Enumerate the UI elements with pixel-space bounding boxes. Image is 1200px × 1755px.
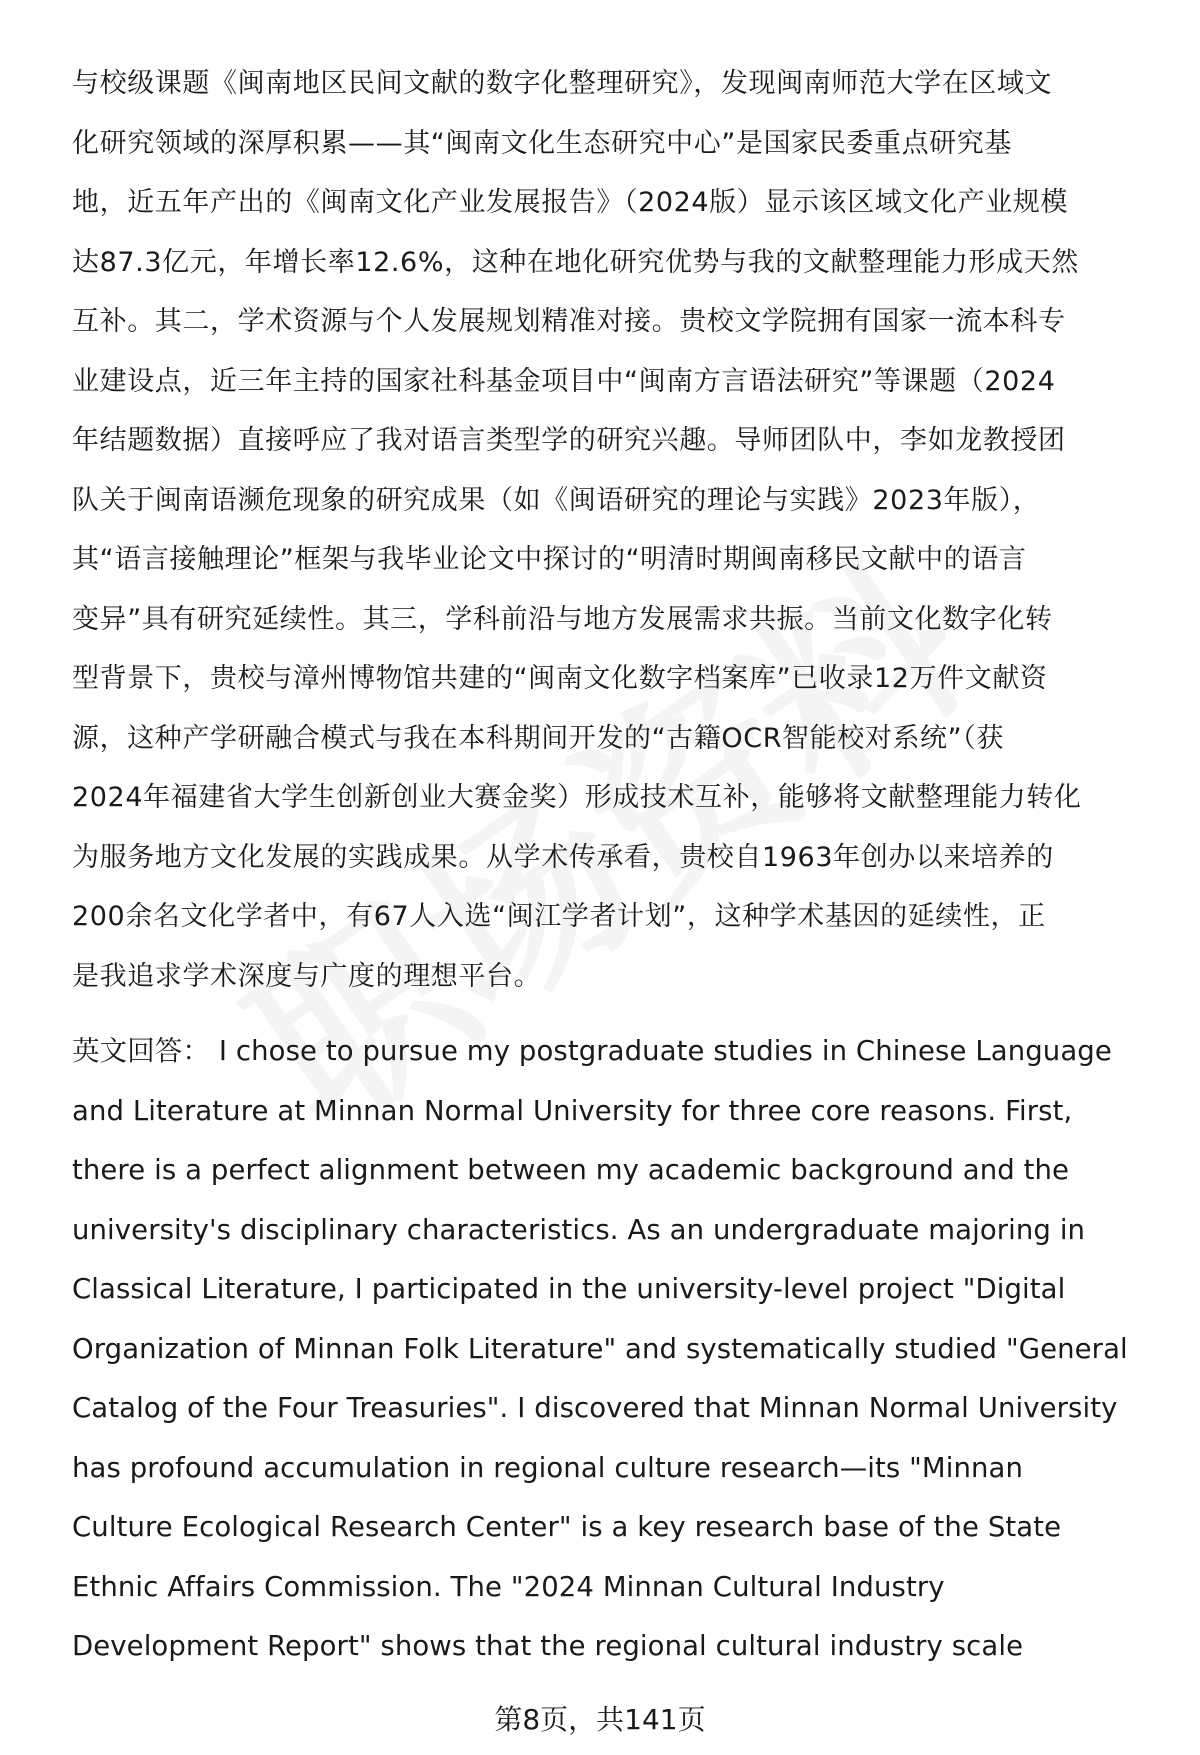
paragraph-line: and Literature at Minnan Normal University for three core reasons. First, [72,1094,1073,1127]
paragraph-line: 200余名文化学者中，有67人入选“闽江学者计划”，这种学术基因的延续性，正 [72,901,1046,932]
paragraph-line: 源，这种产学研融合模式与我在本科期间开发的“古籍OCR智能校对系统”（获 [72,722,1004,754]
paragraph-line: 2024年福建省大学生创新创业大赛金奖）形成技术互补，能够将文献整理能力转化 [72,782,1082,813]
paragraph-line: 互补。其二，学术资源与个人发展规划精准对接。贵校文学院拥有国家一流本科专 [72,306,1066,337]
paragraph-line: has profound accumulation in regional culture research—its "Minnan [72,1451,1024,1484]
paragraph-line: there is a perfect alignment between my academic background and the [72,1154,1070,1186]
paragraph-line: 年结题数据）直接呼应了我对语言类型学的研究兴趣。导师团队中，李如龙教授团 [72,425,1066,456]
paragraph-line: Culture Ecological Research Center" is a key research base of the State [72,1511,1062,1543]
paragraph-line: 业建设点，近三年主持的国家社科基金项目中“闽南方言语法研究”等课题（2024 [72,365,1056,397]
paragraph-line: 与校级课题《闽南地区民间文献的数字化整理研究》，发现闽南师范大学在区域文 [72,68,1053,99]
chinese-paragraph [72,54,1152,1006]
paragraph-line: Classical Literature, I participated in the university-level project "Digital [72,1273,1066,1305]
paragraph-line: 为服务地方文化发展的实践成果。从学术传承看，贵校自1963年创办以来培养的 [72,841,1054,873]
paragraph-line: 地，近五年产出的《闽南文化产业发展报告》（2024版）显示该区域文化产业规模 [72,187,1069,218]
paragraph-line: university's disciplinary characteristics. As an undergraduate majoring in [72,1213,1086,1246]
paragraph-line: 是我追求学术深度与广度的理想平台。 [72,960,542,992]
paragraph-line: Organization of Minnan Folk Literature" and systematically studied "General [72,1332,1128,1365]
paragraph-line: Ethnic Affairs Commission. The "2024 Minnan Cultural Industry [72,1570,945,1603]
paragraph-line: 其“语言接触理论”框架与我毕业论文中探讨的“明清时期闽南移民文献中的语言 [72,544,1027,575]
paragraph-line: 达87.3亿元，年增长率12.6%，这种在地化研究优势与我的文献整理能力形成天然 [72,246,1079,278]
page-number-footer: 第8页，共141页 [494,1703,706,1736]
paragraph-line: 化研究领域的深厚积累——其“闽南文化生态研究中心”是国家民委重点研究基 [72,127,1012,159]
paragraph-line: Development Report" shows that the regional cultural industry scale [72,1630,1024,1662]
paragraph-line: 队关于闽南语濒危现象的研究成果（如《闽语研究的理论与实践》2023年版）， [72,484,1041,516]
paragraph-line: 英文回答： I chose to pursue my postgraduate studies in Chinese Language [72,1035,1112,1067]
paragraph-line: 变异”具有研究延续性。其三，学科前沿与地方发展需求共振。当前文化数字化转 [72,603,1053,635]
paragraph-line: Catalog of the Four Treasuries". I discovered that Minnan Normal University [72,1392,1118,1424]
paragraph-line: 型背景下，贵校与漳州博物馆共建的“闽南文化数字档案库”已收录12万件文献资 [72,663,1048,694]
english-answer-paragraph [72,1022,1152,1677]
